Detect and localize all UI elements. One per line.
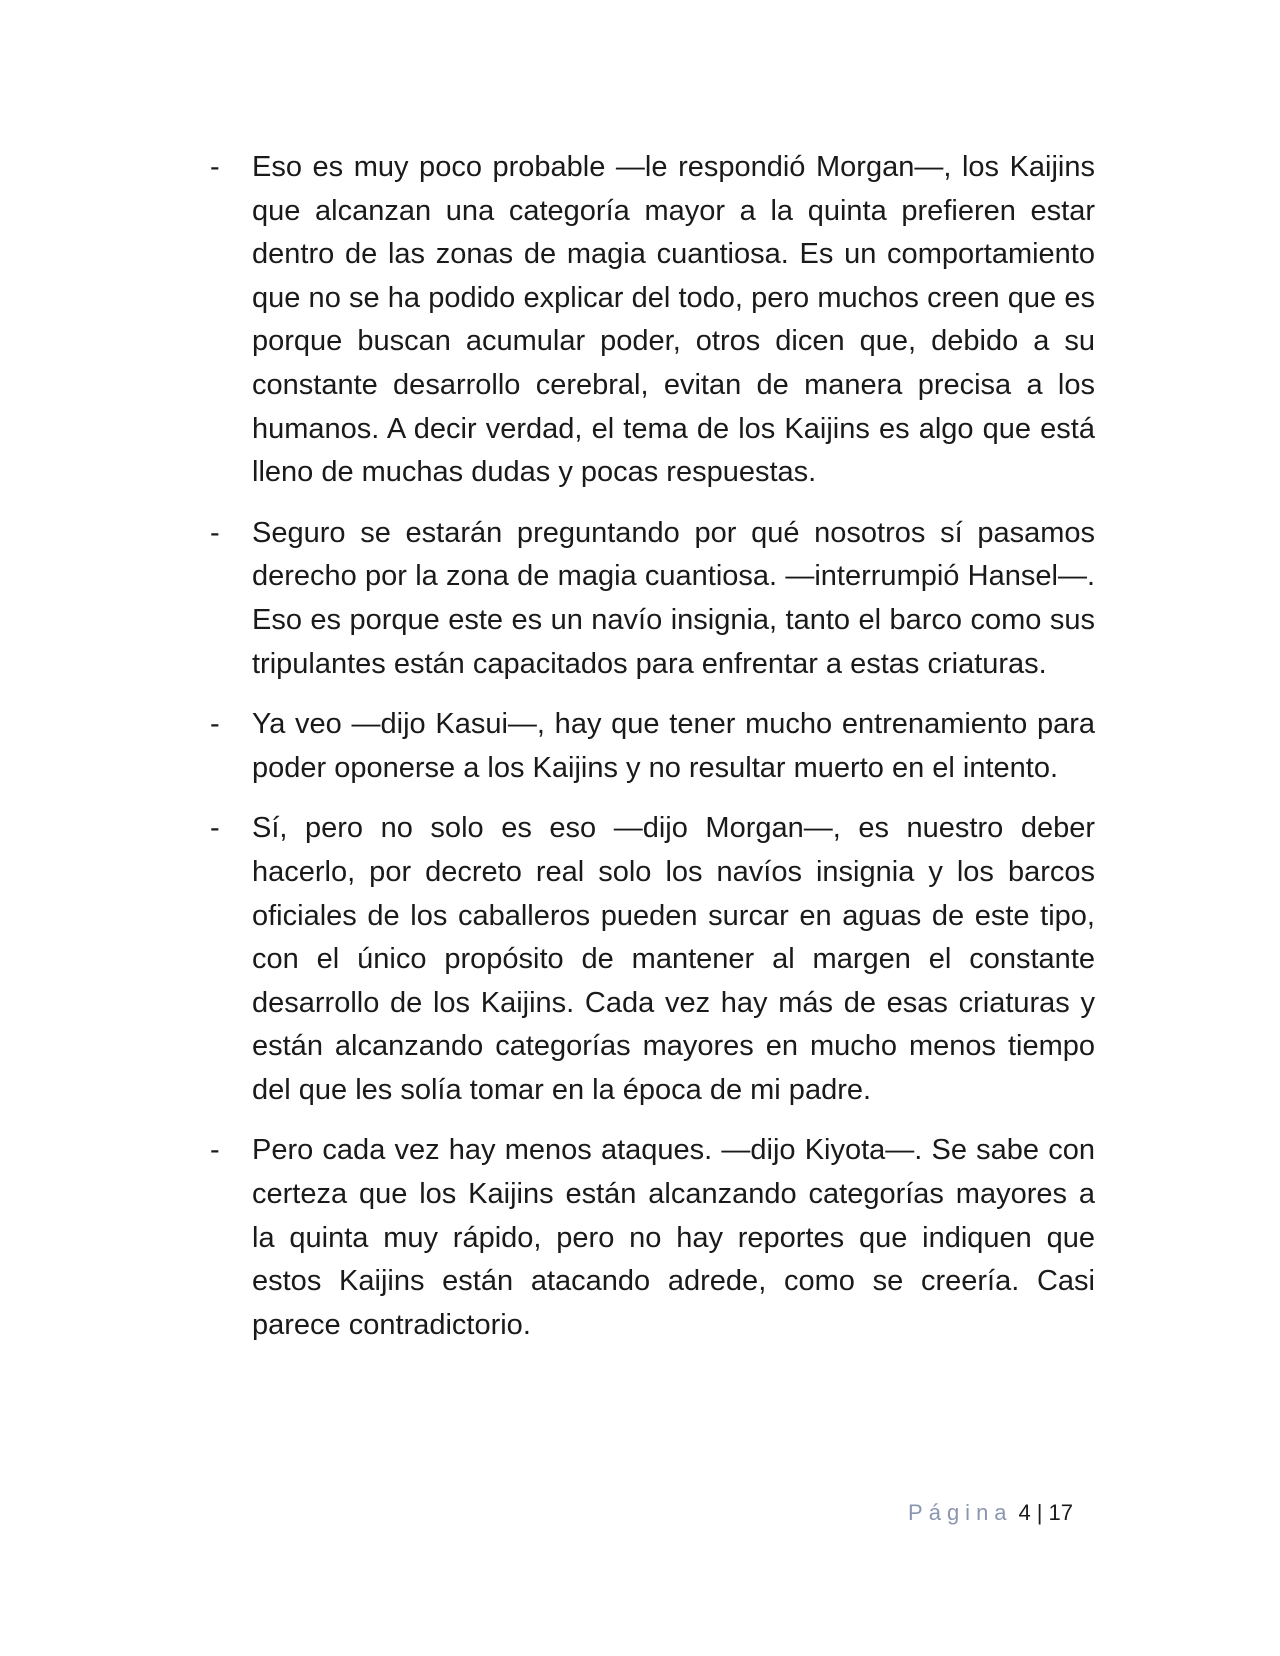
dialogue-entry: [210, 146, 1095, 495]
page-content: [210, 146, 1095, 1364]
page-separator: |: [1036, 1500, 1043, 1525]
dialogue-dash: -: [210, 812, 220, 845]
dialogue-dash: -: [210, 516, 220, 549]
dialogue-text: Sí, pero no solo es eso —dijo Morgan—, es nuestro deber hacerlo, por decreto real solo los navíos insignia y los barcos oficiales de los caballeros pueden surcar en aguas de este tipo, con el único propósito de mantener al margen el constante desarrollo de los Kaijins. Cada vez hay más de esas criaturas y están alcanzando categorías mayores en mucho menos tiempo del que les solía tomar en la época de mi padre.: [252, 812, 1095, 1106]
dialogue-text: Ya veo —dijo Kasui—, hay que tener mucho entrenamiento para poder oponerse a los Kaijins y no resultar muerto en el intento.: [252, 708, 1095, 784]
total-pages: 17: [1048, 1500, 1073, 1525]
dialogue-list: [210, 146, 1095, 1347]
page-number: 4: [1018, 1500, 1031, 1525]
dialogue-dash: -: [210, 151, 220, 183]
page-label: Página: [908, 1500, 1013, 1525]
dialogue-text: Eso es muy poco probable —le respondió Morgan—, los Kaijins que alcanzan una categoría mayor a la quinta prefieren estar dentro de las zonas de magia cuantiosa. Es un comportamiento que no se ha podido explicar del todo, pero muchos creen que es porque buscan acumular poder, otros dicen que, debido a su constante desarrollo cerebral, evitan de manera precisa a los humanos. A decir verdad, el tema de los Kaijins es algo que está lleno de muchas dudas y pocas respuestas.: [252, 151, 1095, 489]
dialogue-entry: [210, 512, 1095, 686]
page-footer: [908, 1498, 1073, 1528]
dialogue-text: Seguro se estarán preguntando por qué nosotros sí pasamos derecho por la zona de magia cuantiosa. —interrumpió Hansel—. Eso es porque este es un navío insignia, tanto el barco como sus tripulantes están capacitados para enfrentar a estas criaturas.: [252, 516, 1095, 680]
dialogue-dash: -: [210, 1134, 220, 1167]
dialogue-entry: [210, 703, 1095, 790]
dialogue-entry: [210, 1129, 1095, 1347]
dialogue-entry: [210, 807, 1095, 1112]
dialogue-text: Pero cada vez hay menos ataques. —dijo Kiyota—. Se sabe con certeza que los Kaijins están alcanzando categorías mayores a la quinta muy rápido, pero no hay reportes que indiquen que estos Kaijins están atacando adrede, como se creería. Casi parece contradictorio.: [252, 1134, 1095, 1341]
dialogue-dash: -: [210, 708, 220, 741]
